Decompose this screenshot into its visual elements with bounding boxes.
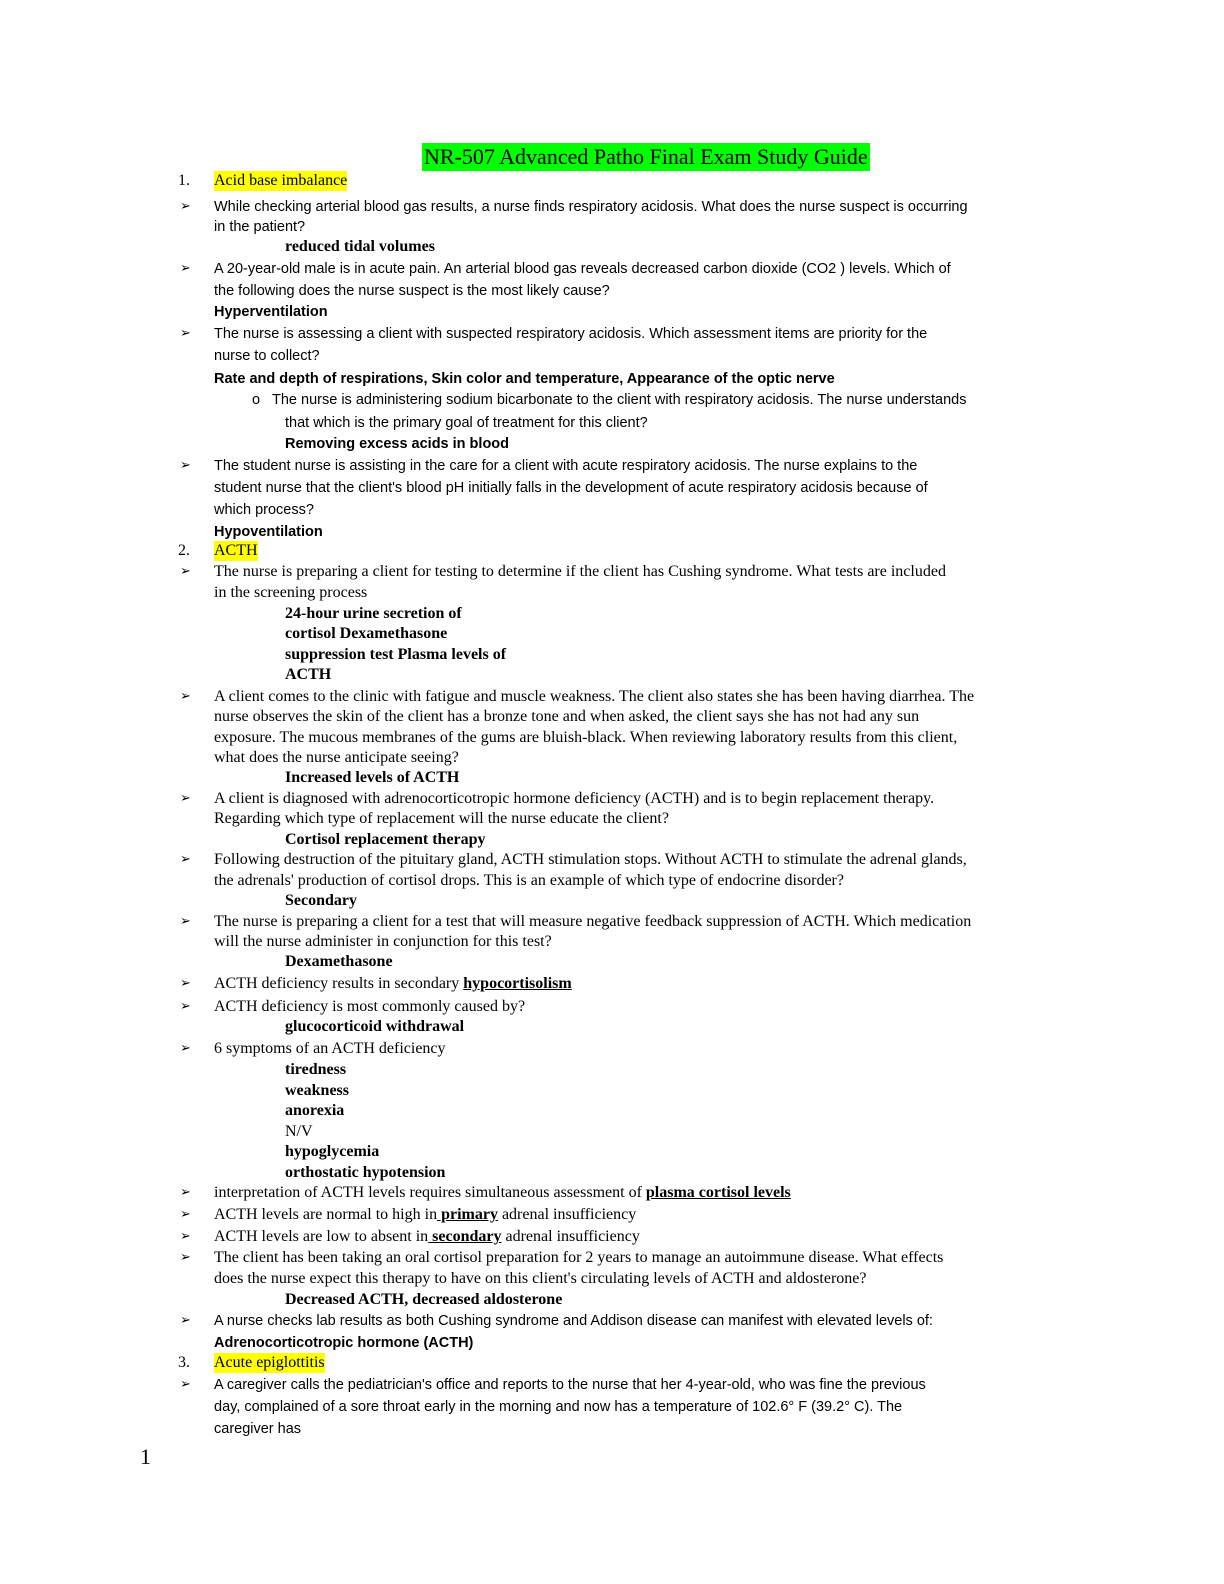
bullet-icon: ➢ <box>180 261 191 276</box>
section-number: 3. <box>178 1354 190 1371</box>
question-text: the following does the nurse suspect is the most likely cause? <box>214 283 610 299</box>
question-text: nurse observes the skin of the client has a bronze tone and when asked, the client says she has not had any sun <box>214 708 920 725</box>
answer-text: ACTH <box>285 666 332 683</box>
statement-text <box>214 1183 791 1203</box>
question-text: what does the nurse anticipate seeing? <box>214 749 459 766</box>
bullet-icon: ➢ <box>180 326 191 341</box>
question-text: A 20-year-old male is in acute pain. An arterial blood gas reveals decreased carbon dioxide (CO2 ) levels. Which of <box>214 261 951 277</box>
answer-text: Hyperventilation <box>214 304 328 320</box>
question-text: The client has been taking an oral cortisol preparation for 2 years to manage an autoimmune disease. What effects <box>214 1249 944 1266</box>
section-number: 2. <box>178 542 190 559</box>
question-text: A client is diagnosed with adrenocorticotropic hormone deficiency (ACTH) and is to begin replacement therapy. <box>214 790 935 807</box>
symptom-item: tiredness <box>285 1061 347 1078</box>
question-text: The nurse is administering sodium bicarbonate to the client with respiratory acidosis. The nurse understands <box>272 392 967 408</box>
answer-text: Hypoventilation <box>214 524 323 540</box>
statement-lead: interpretation of ACTH levels requires simultaneous assessment of <box>214 1184 646 1201</box>
question-text: in the screening process <box>214 584 368 601</box>
question-text: The nurse is preparing a client for testing to determine if the client has Cushing syndrome. What tests are included <box>214 563 946 580</box>
sub-bullet-icon: o <box>252 392 261 408</box>
bullet-icon: ➢ <box>180 914 191 929</box>
symptom-item: N/V <box>285 1123 313 1140</box>
answer-text: Increased levels of ACTH <box>285 769 460 786</box>
bullet-icon: ➢ <box>180 1313 191 1328</box>
answer-text: Removing excess acids in blood <box>285 436 510 452</box>
bullet-icon: ➢ <box>180 199 191 214</box>
answer-text: 24-hour urine secretion of <box>285 605 462 622</box>
page-number: 1 <box>140 1444 151 1469</box>
question-text: The nurse is assessing a client with suspected respiratory acidosis. Which assessment items are priority for the <box>214 326 928 342</box>
statement-lead: ACTH deficiency results in secondary <box>214 975 464 992</box>
statement-lead: ACTH levels are low to absent in <box>214 1228 429 1245</box>
question-text: A caregiver calls the pediatrician's office and reports to the nurse that her 4-year-old, who was fine the previous <box>214 1377 926 1393</box>
bullet-icon: ➢ <box>180 999 191 1014</box>
section-heading: ACTH <box>214 542 258 559</box>
symptom-item: orthostatic hypotension <box>285 1164 446 1181</box>
bullet-icon: ➢ <box>180 689 191 704</box>
question-text: A nurse checks lab results as both Cushing syndrome and Addison disease can manifest with elevated levels of: <box>214 1313 933 1329</box>
question-text: which process? <box>214 502 314 518</box>
question-text: ACTH deficiency is most commonly caused by? <box>214 998 526 1015</box>
answer-text: glucocorticoid withdrawal <box>285 1018 465 1035</box>
symptom-item: hypoglycemia <box>285 1143 380 1160</box>
question-text: While checking arterial blood gas results, a nurse finds respiratory acidosis. What does the nurse suspect is occurring <box>214 199 968 215</box>
bullet-icon: ➢ <box>180 852 191 867</box>
bullet-icon: ➢ <box>180 458 191 473</box>
question-text: will the nurse administer in conjunction for this test? <box>214 933 552 950</box>
question-text: exposure. The mucous membranes of the gums are bluish-black. When reviewing laboratory results from this client, <box>214 729 958 746</box>
key-term: plasma cortisol levels <box>645 1184 791 1201</box>
answer-text: reduced tidal volumes <box>285 238 435 255</box>
bullet-icon: ➢ <box>180 976 191 991</box>
bullet-icon: ➢ <box>180 791 191 806</box>
question-text: nurse to collect? <box>214 348 320 364</box>
question-text: Regarding which type of replacement will the nurse educate the client? <box>214 810 669 827</box>
bullet-icon: ➢ <box>180 1250 191 1265</box>
answer-text: Cortisol replacement therapy <box>285 831 486 848</box>
section-number: 1. <box>178 172 190 189</box>
question-text: Following destruction of the pituitary gland, ACTH stimulation stops. Without ACTH to stimulate the adrenal glands, <box>214 851 967 868</box>
question-text: student nurse that the client's blood pH initially falls in the development of acute respiratory acidosis because of <box>214 480 928 496</box>
answer-text: Decreased ACTH, decreased aldosterone <box>285 1291 563 1308</box>
statement-text <box>214 1227 640 1247</box>
question-text: The student nurse is assisting in the care for a client with acute respiratory acidosis. The nurse explains to the <box>214 458 918 474</box>
question-text: A client comes to the clinic with fatigue and muscle weakness. The client also states she has been having diarrhea. The <box>214 688 975 705</box>
question-text: 6 symptoms of an ACTH deficiency <box>214 1040 446 1057</box>
question-text: day, complained of a sore throat early in the morning and now has a temperature of 102.6° F (39.2° C). The <box>214 1399 903 1415</box>
bullet-icon: ➢ <box>180 1041 191 1056</box>
key-term: hypocortisolism <box>463 975 572 992</box>
answer-text: Adrenocorticotropic hormone (ACTH) <box>214 1335 474 1351</box>
symptom-item: anorexia <box>285 1102 345 1119</box>
bullet-icon: ➢ <box>180 564 191 579</box>
question-text: The nurse is preparing a client for a test that will measure negative feedback suppression of ACTH. Which medication <box>214 913 972 930</box>
answer-text: suppression test Plasma levels of <box>285 646 507 663</box>
answer-text: Rate and depth of respirations, Skin color and temperature, Appearance of the optic nerve <box>214 371 835 387</box>
key-term: primary <box>437 1206 498 1223</box>
document-title: NR-507 Advanced Patho Final Exam Study Guide <box>424 144 868 169</box>
statement-text <box>214 974 572 994</box>
answer-text: cortisol Dexamethasone <box>285 625 448 642</box>
section-heading: Acute epiglottitis <box>214 1354 325 1371</box>
question-text: the adrenals' production of cortisol drops. This is an example of which type of endocrine disorder? <box>214 872 844 889</box>
symptom-item: weakness <box>285 1082 350 1099</box>
question-text: does the nurse expect this therapy to have on this client's circulating levels of ACTH and aldosterone? <box>214 1270 867 1287</box>
statement-tail: adrenal insufficiency <box>497 1206 637 1223</box>
key-term: secondary <box>428 1228 502 1245</box>
answer-text: Secondary <box>285 892 357 909</box>
statement-text <box>214 1205 636 1225</box>
question-text: in the patient? <box>214 219 306 235</box>
answer-text: Dexamethasone <box>285 953 393 970</box>
statement-tail: adrenal insufficiency <box>501 1228 640 1245</box>
statement-lead: ACTH levels are normal to high in <box>214 1206 438 1223</box>
bullet-icon: ➢ <box>180 1377 191 1392</box>
question-text: caregiver has <box>214 1421 302 1437</box>
section-heading: Acid base imbalance <box>214 172 348 189</box>
bullet-icon: ➢ <box>180 1207 191 1222</box>
question-text: that which is the primary goal of treatment for this client? <box>285 415 648 431</box>
bullet-icon: ➢ <box>180 1229 191 1244</box>
bullet-icon: ➢ <box>180 1185 191 1200</box>
